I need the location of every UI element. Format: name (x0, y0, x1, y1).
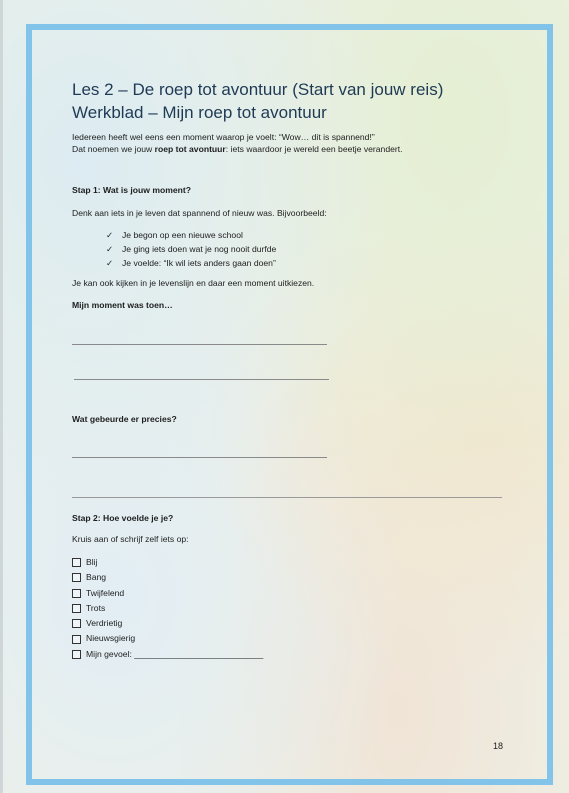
moment-answer-line-1[interactable] (72, 344, 327, 345)
intro-line-2-start: Dat noemen we jouw (72, 144, 155, 154)
lesson-title: Les 2 – De roep tot avontuur (Start van jouw reis) (72, 80, 444, 99)
section-divider (72, 497, 502, 498)
checkbox[interactable] (72, 589, 81, 598)
option-label: Trots (86, 602, 106, 613)
intro-line-2-end: : iets waardoor je wereld een beetje verandert. (225, 144, 403, 154)
checkbox[interactable] (72, 558, 81, 567)
intro-highlight: roep tot avontuur (154, 144, 226, 154)
option-label: Verdrietig (86, 618, 123, 629)
checkbox[interactable] (72, 604, 81, 613)
checkbox[interactable] (72, 635, 81, 644)
check-icon: ✓ (106, 258, 114, 268)
feeling-option-verdrietig[interactable] (72, 616, 263, 631)
lifeline-text: Je kan ook kijken in je levenslijn en daar een moment uitkiezen. (72, 278, 315, 288)
list-item (106, 242, 276, 256)
checkbox[interactable] (72, 619, 81, 628)
worksheet-title: Werkblad – Mijn roep tot avontuur (72, 103, 327, 122)
example-text: Je ging iets doen wat je nog nooit durfde (122, 244, 277, 254)
question-label: Wat gebeurde er precies? (72, 414, 177, 424)
intro-text (72, 131, 512, 155)
example-list (106, 228, 276, 270)
page-edge (0, 0, 3, 793)
page-number: 18 (493, 741, 504, 751)
option-label: Blij (86, 557, 98, 567)
own-feeling-label: Mijn gevoel: ___________________________ (86, 648, 264, 659)
step2-heading: Stap 2: Hoe voelde je je? (72, 513, 174, 523)
check-icon: ✓ (106, 230, 114, 240)
feeling-option-twijfelend[interactable] (72, 586, 263, 601)
list-item (106, 228, 276, 242)
question-answer-line[interactable] (72, 457, 327, 458)
option-label: Bang (86, 572, 107, 583)
intro-line-1: Iedereen heeft wel eens een moment waarop je voelt: “Wow… dit is spannend!” (72, 132, 375, 142)
checkbox[interactable] (72, 573, 81, 582)
intro-line-2 (72, 143, 512, 155)
feeling-option-trots[interactable] (72, 601, 263, 616)
list-item (106, 256, 276, 270)
option-label: Twijfelend (86, 587, 125, 598)
checkbox[interactable] (72, 650, 81, 659)
step1-prompt: Denk aan iets in je leven dat spannend of nieuw was. Bijvoorbeeld: (72, 208, 327, 218)
feeling-option-blij[interactable] (72, 555, 263, 570)
check-icon: ✓ (106, 244, 114, 254)
worksheet (72, 78, 512, 659)
step2-prompt: Kruis aan of schrijf zelf iets op: (72, 534, 189, 544)
feelings-checklist (72, 555, 263, 662)
moment-label: Mijn moment was toen… (72, 300, 173, 310)
step1-heading: Stap 1: Wat is jouw moment? (72, 185, 192, 195)
feeling-option-nieuwsgierig[interactable] (72, 631, 263, 646)
example-text: Je begon op een nieuwe school (122, 230, 243, 240)
feeling-option-bang[interactable] (72, 570, 263, 585)
option-label: Nieuwsgierig (86, 633, 136, 644)
feeling-option-own[interactable] (72, 647, 263, 662)
moment-answer-line-2[interactable] (74, 379, 329, 380)
example-text: Je voelde: “Ik wil iets anders gaan doen” (122, 258, 276, 268)
